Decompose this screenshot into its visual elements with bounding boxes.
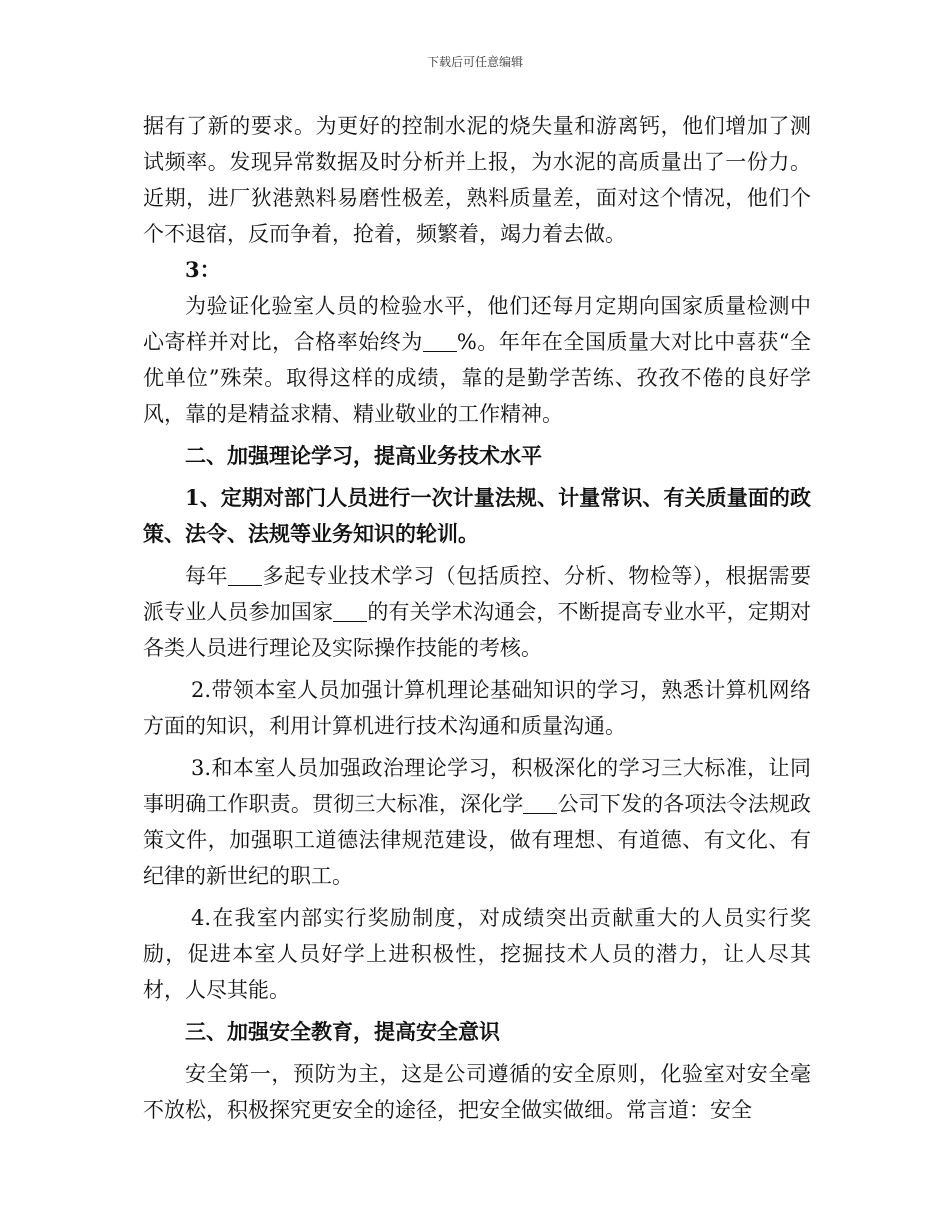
paragraph-annual-study-part-2: 多起专业技术学习（包括质控、分析、物检等），根据需要派专业人员参加国家 [143, 564, 812, 624]
paragraph-item-2: 2.带领本室人员加强计算机理论基础知识的学习，熟悉计算机网络方面的知识，利用计算机进行技术沟通和质量沟通。 [143, 678, 811, 738]
blank-fill-in [333, 599, 367, 622]
paragraph-item-3-part-1: 3.和本室人员加强政治理论学习，积极深化的学习三大标准，让同事明确工作职责。贯彻三大标准，深化学 [143, 756, 811, 816]
paragraph-verification-part-2: %。年年在全国质量大对比中喜获“全优单位”殊荣。取得这样的成绩，靠的是勤学苦练、孜孜不倦的良好学风，靠的是精益求精、精业敬业的工作精神。 [143, 330, 811, 426]
document-body [143, 108, 811, 1128]
paragraph-verification [143, 288, 811, 432]
paragraph-1: 据有了新的要求。为更好的控制水泥的烧失量和游离钙，他们增加了测试频率。发现异常数据及时分析并上报，为水泥的高质量出了一份力。近期，进厂狄港熟料易磨性极差，熟料质量差，面对这个情况，他们个个不退宿，反而争着，抢着，频繁着，竭力着去做。 [143, 114, 811, 246]
section-number-3: 3： [185, 257, 221, 282]
header-note: 下载后可任意编辑 [426, 55, 523, 69]
section-heading-2: 二、加强理论学习，提高业务技术水平 [185, 443, 542, 468]
paragraph-annual-study [143, 558, 811, 666]
blank-fill-in [523, 791, 557, 814]
paragraph-item-4: 4.在我室内部实行奖励制度，对成绩突出贡献重大的人员实行奖励，促进本室人员好学上进积极性，挖掘技术人员的潜力，让人尽其材，人尽其能。 [143, 906, 811, 1002]
paragraph-annual-study-part-1: 每年 [185, 564, 229, 588]
paragraph-annual-study-part-3: 的有关学术沟通会，不断提高专业水平，定期对各类人员进行理论及实际操作技能的考核。 [143, 600, 812, 660]
blank-fill-in [423, 329, 457, 352]
paragraph-verification-part-1: 为验证化验室人员的检验水平，他们还每月定期向国家质量检测中心寄样并对比，合格率始终为 [143, 294, 811, 354]
blank-fill-in [228, 563, 262, 586]
paragraph-item-3-part-2: 公司下发的各项法令法规政策文件，加强职工道德法律规范建设，做有理想、有道德、有文化、有纪律的新世纪的职工。 [143, 792, 812, 888]
subsection-heading-1: 1、定期对部门人员进行一次计量法规、计量常识、有关质量面的政策、法令、法规等业务知识的轮训。 [143, 485, 811, 546]
section-heading-3: 三、加强安全教育，提高安全意识 [185, 1019, 500, 1044]
paragraph-item-3 [143, 750, 811, 894]
paragraph-safety: 安全第一，预防为主，这是公司遵循的安全原则，化验室对安全毫不放松，积极探究更安全的途径，把安全做实做细。常言道：安全 [143, 1062, 811, 1122]
